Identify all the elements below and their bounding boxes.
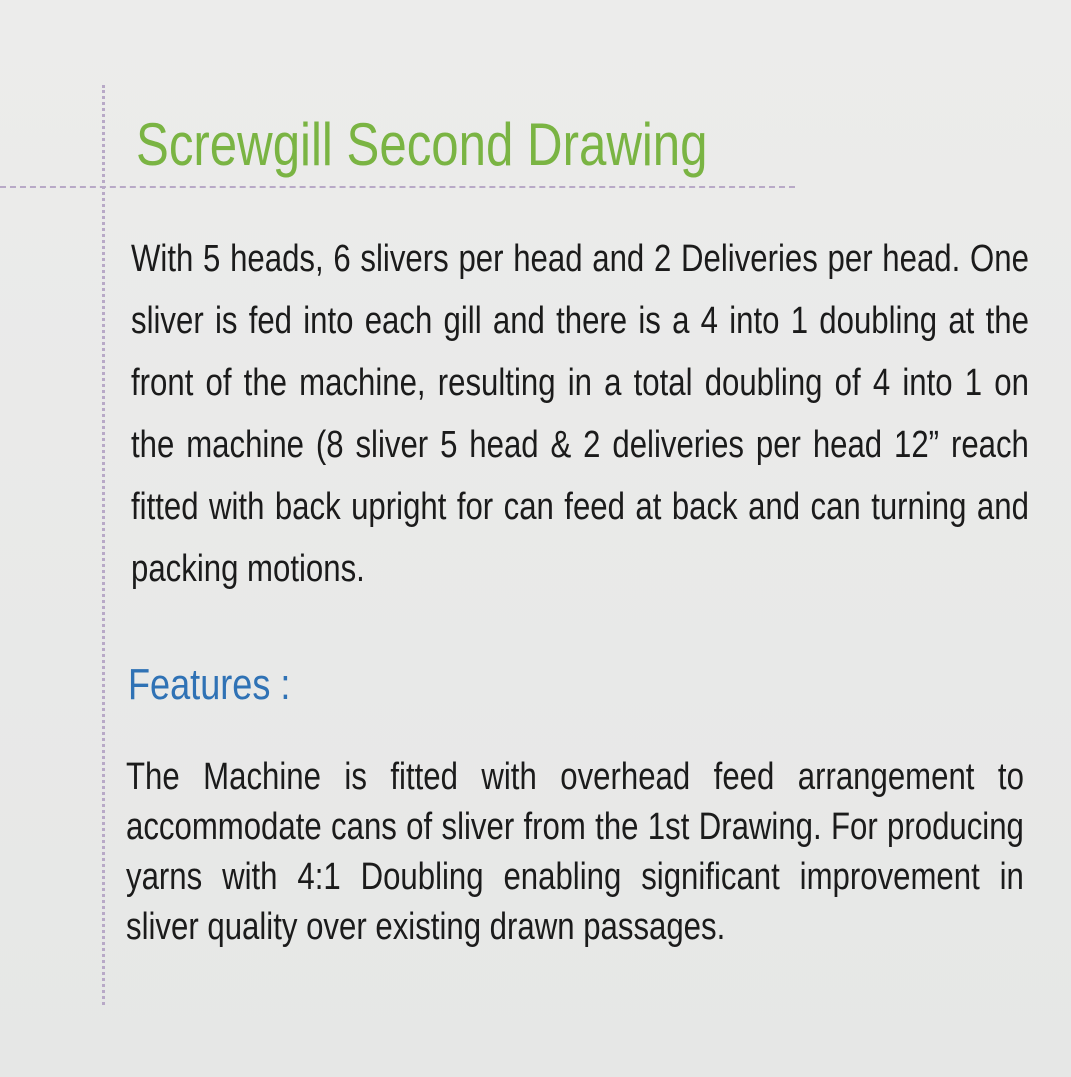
vertical-guide-line [102, 85, 105, 1005]
features-paragraph: The Machine is fitted with overhead feed arrangement to accommodate cans of sliver from the 1st Drawing. For producing yarns with 4:1 Doubling enabling significant improvement in sliver quality over existing drawn passages. [126, 756, 1024, 948]
horizontal-guide-line [0, 186, 795, 188]
page-title: Screwgill Second Drawing [136, 111, 708, 178]
features-heading: Features : [128, 660, 291, 709]
description-paragraph: With 5 heads, 6 slivers per head and 2 Deliveries per head. One sliver is fed into each gill and there is a 4 into 1 doubling at the front of the machine, resulting in a total doubling of 4 into 1 on the machine (8 sliver 5 head & 2 deliveries per head 12” reach fitted with back upright for can feed at back and can turning and packing motions. [131, 238, 1029, 590]
